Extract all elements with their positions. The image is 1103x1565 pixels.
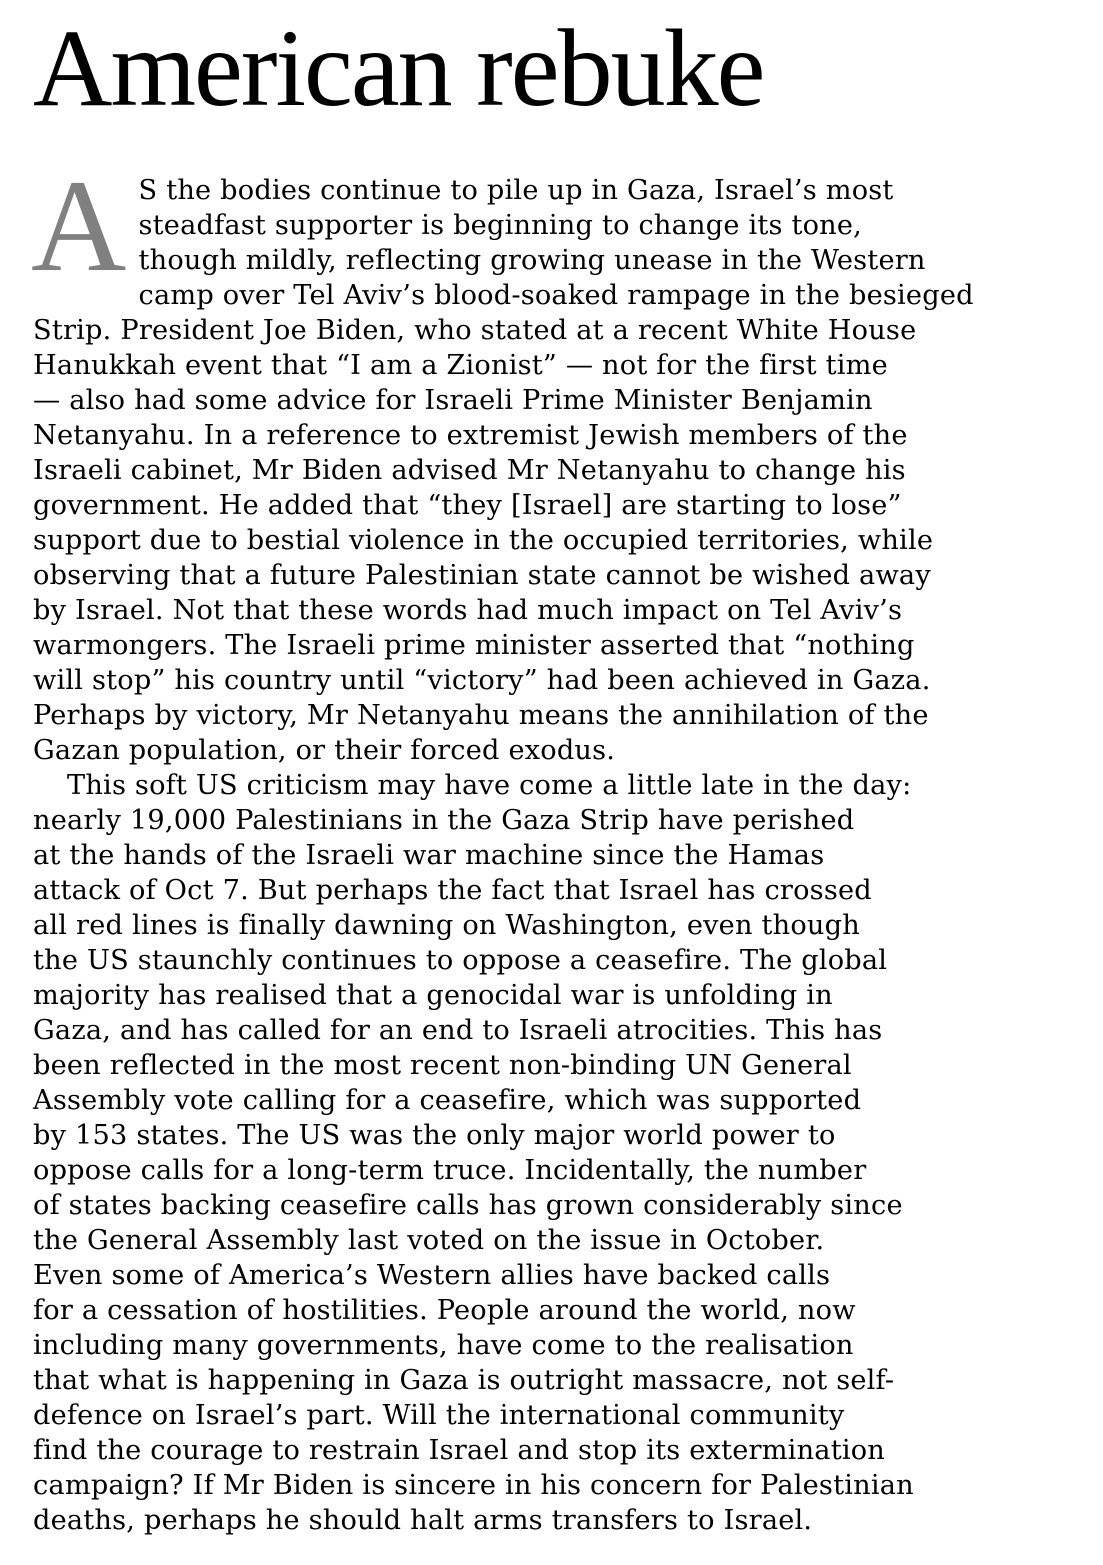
drop-cap: A [31,152,127,299]
text-line: for a cessation of hostilities. People around the world, now [33,1295,856,1326]
text-line: S the bodies continue to pile up in Gaza, Israel’s most [138,175,894,206]
text-line: Hanukkah event that “I am a Zionist” — not for the first time [33,350,888,381]
text-line: by 153 states. The US was the only major world power to [33,1120,836,1151]
text-line: steadfast supporter is beginning to change its tone, [138,210,863,241]
text-line: deaths, perhaps he should halt arms transfers to Israel. [33,1505,813,1536]
text-line: been reflected in the most recent non-binding UN General [33,1050,852,1081]
text-line: at the hands of the Israeli war machine since the Hamas [33,840,825,871]
text-line: Assembly vote calling for a ceasefire, which was supported [33,1085,862,1116]
text-line: all red lines is finally dawning on Washington, even though [33,910,860,941]
text-line: — also had some advice for Israeli Prime Minister Benjamin [33,385,873,416]
text-line: Israeli cabinet, Mr Biden advised Mr Netanyahu to change his [33,455,906,486]
text-line: support due to bestial violence in the occupied territories, while [33,525,934,556]
paragraph-1 [31,152,1077,768]
text-line: find the courage to restrain Israel and stop its extermination [33,1435,885,1466]
text-line: of states backing ceasefire calls has grown considerably since [33,1190,903,1221]
text-line: that what is happening in Gaza is outright massacre, not self- [33,1365,895,1396]
text-line: the US staunchly continues to oppose a ceasefire. The global [33,945,888,976]
text-line: attack of Oct 7. But perhaps the fact that Israel has crossed [33,875,872,906]
text-line: by Israel. Not that these words had much impact on Tel Aviv’s [33,595,903,626]
text-line: Netanyahu. In a reference to extremist Jewish members of the [33,420,908,451]
text-line: observing that a future Palestinian state cannot be wished away [33,560,931,591]
text-line: Gazan population, or their forced exodus. [33,735,616,766]
article-body [31,152,1077,1538]
text-line: This soft US criticism may have come a little late in the day: [67,770,912,801]
text-line: government. He added that “they [Israel] are starting to lose” [33,490,902,521]
text-line: oppose calls for a long-term truce. Incidentally, the number [33,1155,867,1186]
text-line: warmongers. The Israeli prime minister asserted that “nothing [33,630,915,661]
text-line: camp over Tel Aviv’s blood-soaked rampage in the besieged [138,280,974,311]
headline: American rebuke [33,7,764,129]
text-line: nearly 19,000 Palestinians in the Gaza Strip have perished [33,805,855,836]
text-line: Strip. President Joe Biden, who stated at a recent White House [33,315,917,346]
text-line: including many governments, have come to the realisation [33,1330,854,1361]
text-line: Gaza, and has called for an end to Israeli atrocities. This has [33,1015,883,1046]
text-line: Even some of America’s Western allies have backed calls [33,1260,831,1291]
text-line: the General Assembly last voted on the issue in October. [33,1225,825,1256]
text-line: though mildly, reflecting growing unease in the Western [138,245,926,276]
text-line: Perhaps by victory, Mr Netanyahu means the annihilation of the [33,700,929,731]
paragraph-2 [33,768,1077,1538]
text-line: defence on Israel’s part. Will the international community [33,1400,845,1431]
text-line: majority has realised that a genocidal war is unfolding in [33,980,833,1011]
text-line: campaign? If Mr Biden is sincere in his concern for Palestinian [33,1470,914,1501]
text-line: will stop” his country until “victory” had been achieved in Gaza. [33,665,931,696]
